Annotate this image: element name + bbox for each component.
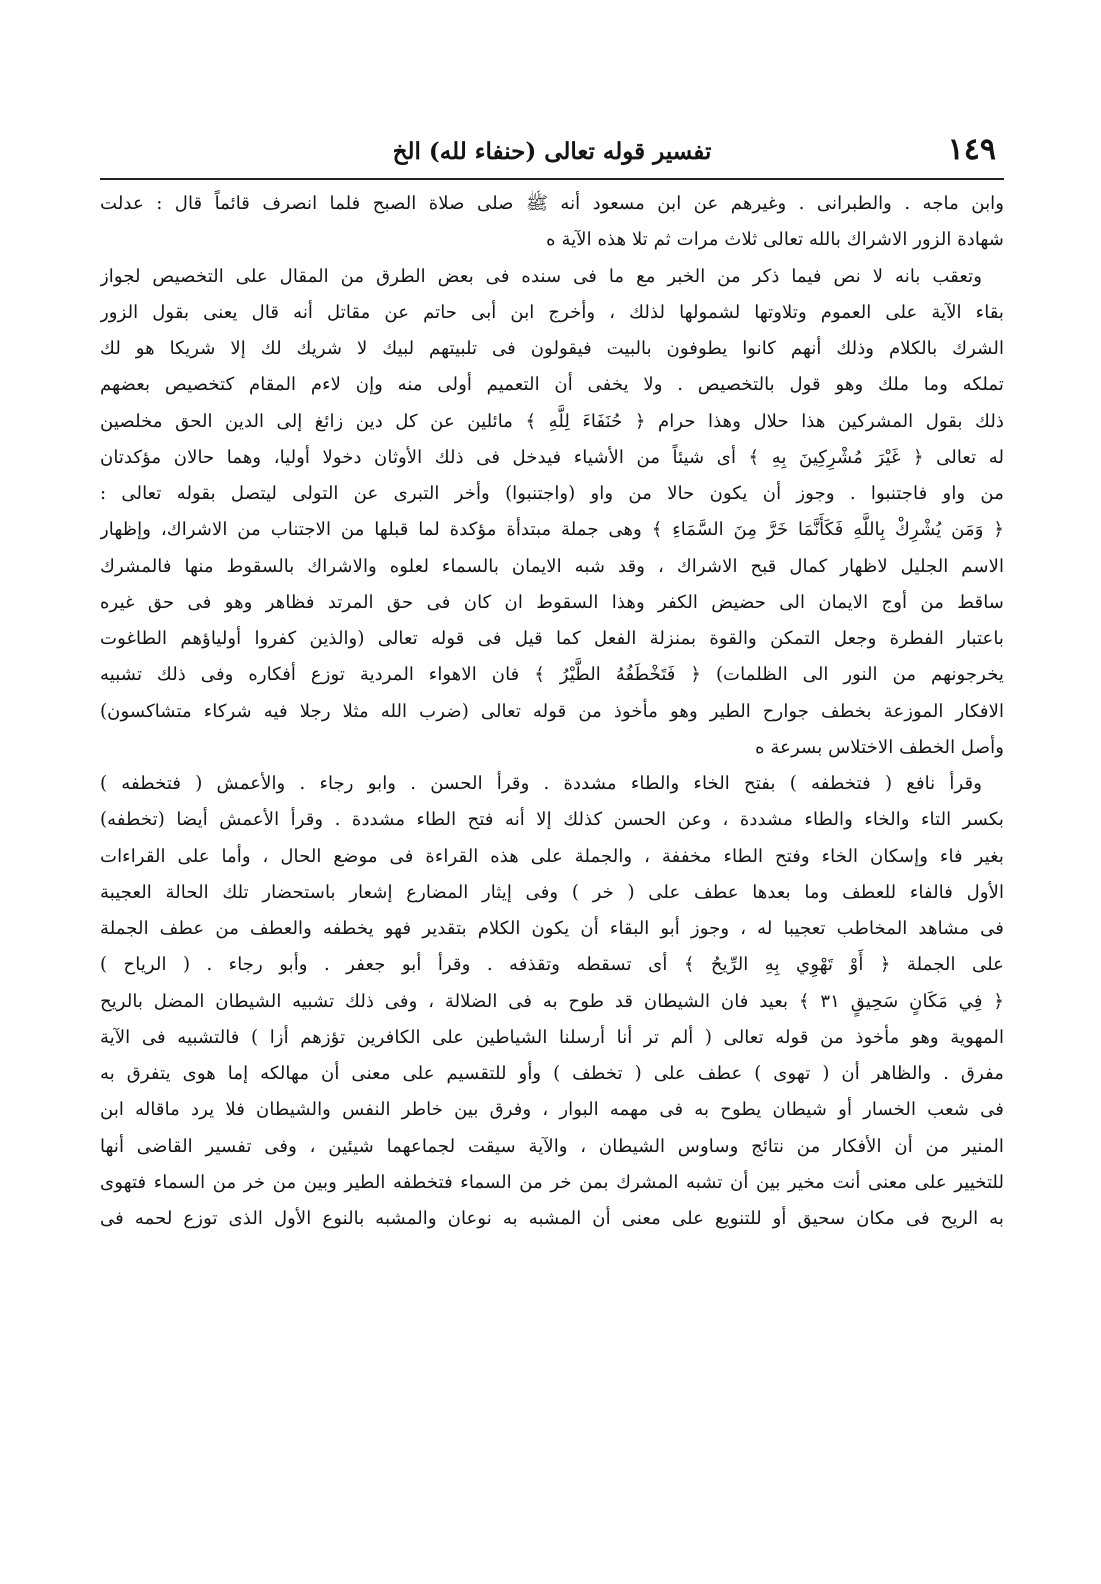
text-line: ﴿ وَمَن يُشْرِكْ بِاللَّهِ فَكَأَنَّمَا خَرَّ مِنَ السَّمَاءِ ﴾ وهى جملة مبتدأة مؤكدة لما قبلها من الاجتناب من الاشراك، وإظهار xyxy=(100,519,1004,541)
text-line: ذلك بقول المشركين هذا حلال وهذا حرام ﴿ حُنَفَاءَ لِلَّهِ ﴾ مائلين عن كل دين زائغ إلى الدين الحق مخلصين xyxy=(100,410,1004,432)
text-line: الشرك بالكلام وذلك أنهم كانوا يطوفون بالبيت فيقولون فى تلبيتهم لبيك لا شريك لك إلا شريكا هو لك xyxy=(100,338,1004,359)
text-line: وأصل الخطف الاختلاس بسرعة ه xyxy=(755,736,1004,758)
text-line: المهوية وهو مأخوذ من قوله تعالى ( ألم تر أنا أرسلنا الشياطين على الكافرين تؤزهم أزا ) فالتشبيه فى الآية xyxy=(100,1026,1004,1048)
text-line: بكسر التاء والخاء والطاء مشددة ، وعن الحسن كذلك إلا أنه فتح الطاء مشددة . وقرأ الأعمش أيضا (تخطفه) xyxy=(100,809,1004,831)
text-line: الأول فالفاء للعطف وما بعدها عطف على ( خر ) وفى إيثار المضارع إشعار باستحضار تلك الحالة العجيبة xyxy=(100,881,1004,903)
page-number: ١٤٩ xyxy=(947,132,996,167)
running-title: تفسير قوله تعالى (حنفاء لله) الخ xyxy=(392,138,712,165)
text-line: فى شعب الخسار أو شيطان يطوح به فى مهمه البوار ، وفرق بين خاطر النفس والشيطان فلا يرد ماقاله ابن xyxy=(100,1099,1004,1121)
text-line: به الريح فى مكان سحيق أو للتنويع على معنى أن المشبه به نوعان والمشبه بالنوع الأول الذى توزع لحمه فى xyxy=(100,1208,1004,1229)
text-line: للتخيير على معنى أنت مخير بين أن تشبه المشرك بمن خر من السماء فتخطفه الطير وبين من خر من السماء فتهوى xyxy=(100,1171,1004,1193)
header-divider xyxy=(100,178,1004,180)
text-line: مفرق . والظاهر أن ( تهوى ) عطف على ( تخطف ) وأو للتقسيم على معنى أن مهالكه إما هوى يتفرق به xyxy=(100,1063,1004,1084)
text-line: فى مشاهد المخاطب تعجيبا له ، وجوز أبو البقاء أن يكون الكلام بتقدير فهو يخطفه والعطف من عطف الجملة xyxy=(100,918,1004,939)
page-header xyxy=(100,128,1004,180)
body-text xyxy=(100,186,1004,1237)
text-line: بغير فاء وإسكان الخاء وفتح الطاء مخففة ، والجملة على هذه القراءة فى موضع الحال ، وأما على القراءات xyxy=(100,845,1004,867)
text-line: الافكار الموزعة بخطف جوارح الطير وهو مأخوذ من قوله تعالى (ضرب الله مثلا رجلا فيه شركاء متشاكسون) xyxy=(100,700,1004,722)
text-line: على الجملة ﴿ أَوْ تَهْوِي بِهِ الرِّيحُ ﴾ أى تسقطه وتقذفه . وقرأ أبو جعفر . وأبو رجاء . ( الرياح ) xyxy=(100,954,1004,976)
text-line: تملكه وما ملك وهو قول بالتخصيص . ولا يخفى أن التعميم أولى منه وإن لاءم المقام كتخصيص بعضهم xyxy=(100,374,1004,396)
paragraph-first-line: وتعقب بانه لا نص فيما ذكر من الخبر مع ما فى سنده فى بعض الطرق من المقال على التخصيص لجواز xyxy=(100,265,982,287)
paragraph-first-line: وقرأ نافع ( فتخطفه ) بفتح الخاء والطاء مشددة . وقرأ الحسن . وابو رجاء . والأعمش ( فتخطفه ) xyxy=(100,773,982,794)
text-line: وابن ماجه . والطبرانى . وغيرهم عن ابن مسعود أنه ﷺ صلى صلاة الصبح فلما انصرف قائماً قال : عدلت xyxy=(100,193,1004,214)
text-line: ساقط من أوج الايمان الى حضيض الكفر وهذا السقوط ان كان فى حق المرتد فظاهر وهو فى حق غيره xyxy=(100,591,1004,613)
text-line: باعتبار الفطرة وجعل التمكن والقوة بمنزلة الفعل كما قيل فى قوله تعالى (والذين كفروا أولياؤهم الطاغوت xyxy=(100,628,1004,649)
text-line: له تعالى ﴿ غَيْرَ مُشْرِكِينَ بِهِ ﴾ أى شيئاً من الأشياء فيدخل فى ذلك الأوثان دخولا أوليا، وهما حالان مؤكدتان xyxy=(100,446,1004,468)
text-line: من واو فاجتنبوا . وجوز أن يكون حالا من واو (واجتنبوا) وأخر التبرى عن التولى ليتصل بقوله تعالى : xyxy=(100,483,1004,504)
text-line: شهادة الزور الاشراك بالله تعالى ثلاث مرات ثم تلا هذه الآية ه xyxy=(546,229,1004,251)
text-line: ﴿ فِي مَكَانٍ سَحِيقٍ ٣١ ﴾ بعيد فان الشيطان قد طوح به فى الضلالة ، وفى ذلك تشبيه الشيطان المضل بالريح xyxy=(100,990,1004,1012)
text-line: يخرجونهم من النور الى الظلمات) ﴿ فَتَخْطَفُهُ الطَّيْرُ ﴾ فان الاهواء المردية توزع أفكاره وفى ذلك تشبيه xyxy=(100,664,1004,686)
text-line: بقاء الآية على العموم وتلاوتها لشمولها لذلك ، وأخرج ابن أبى حاتم عن مقاتل أنه قال يعنى بقول الزور xyxy=(100,301,1004,323)
text-line: المنير من أن الأفكار من نتائج وساوس الشيطان ، والآية سيقت لجماعهما شيئين ، وفى تفسير القاضى أنها xyxy=(100,1135,1004,1157)
text-line: الاسم الجليل لاظهار كمال قبح الاشراك ، وقد شبه الايمان بالسماء لعلوه والاشراك بالسقوط منها فالمشرك xyxy=(100,555,1004,577)
